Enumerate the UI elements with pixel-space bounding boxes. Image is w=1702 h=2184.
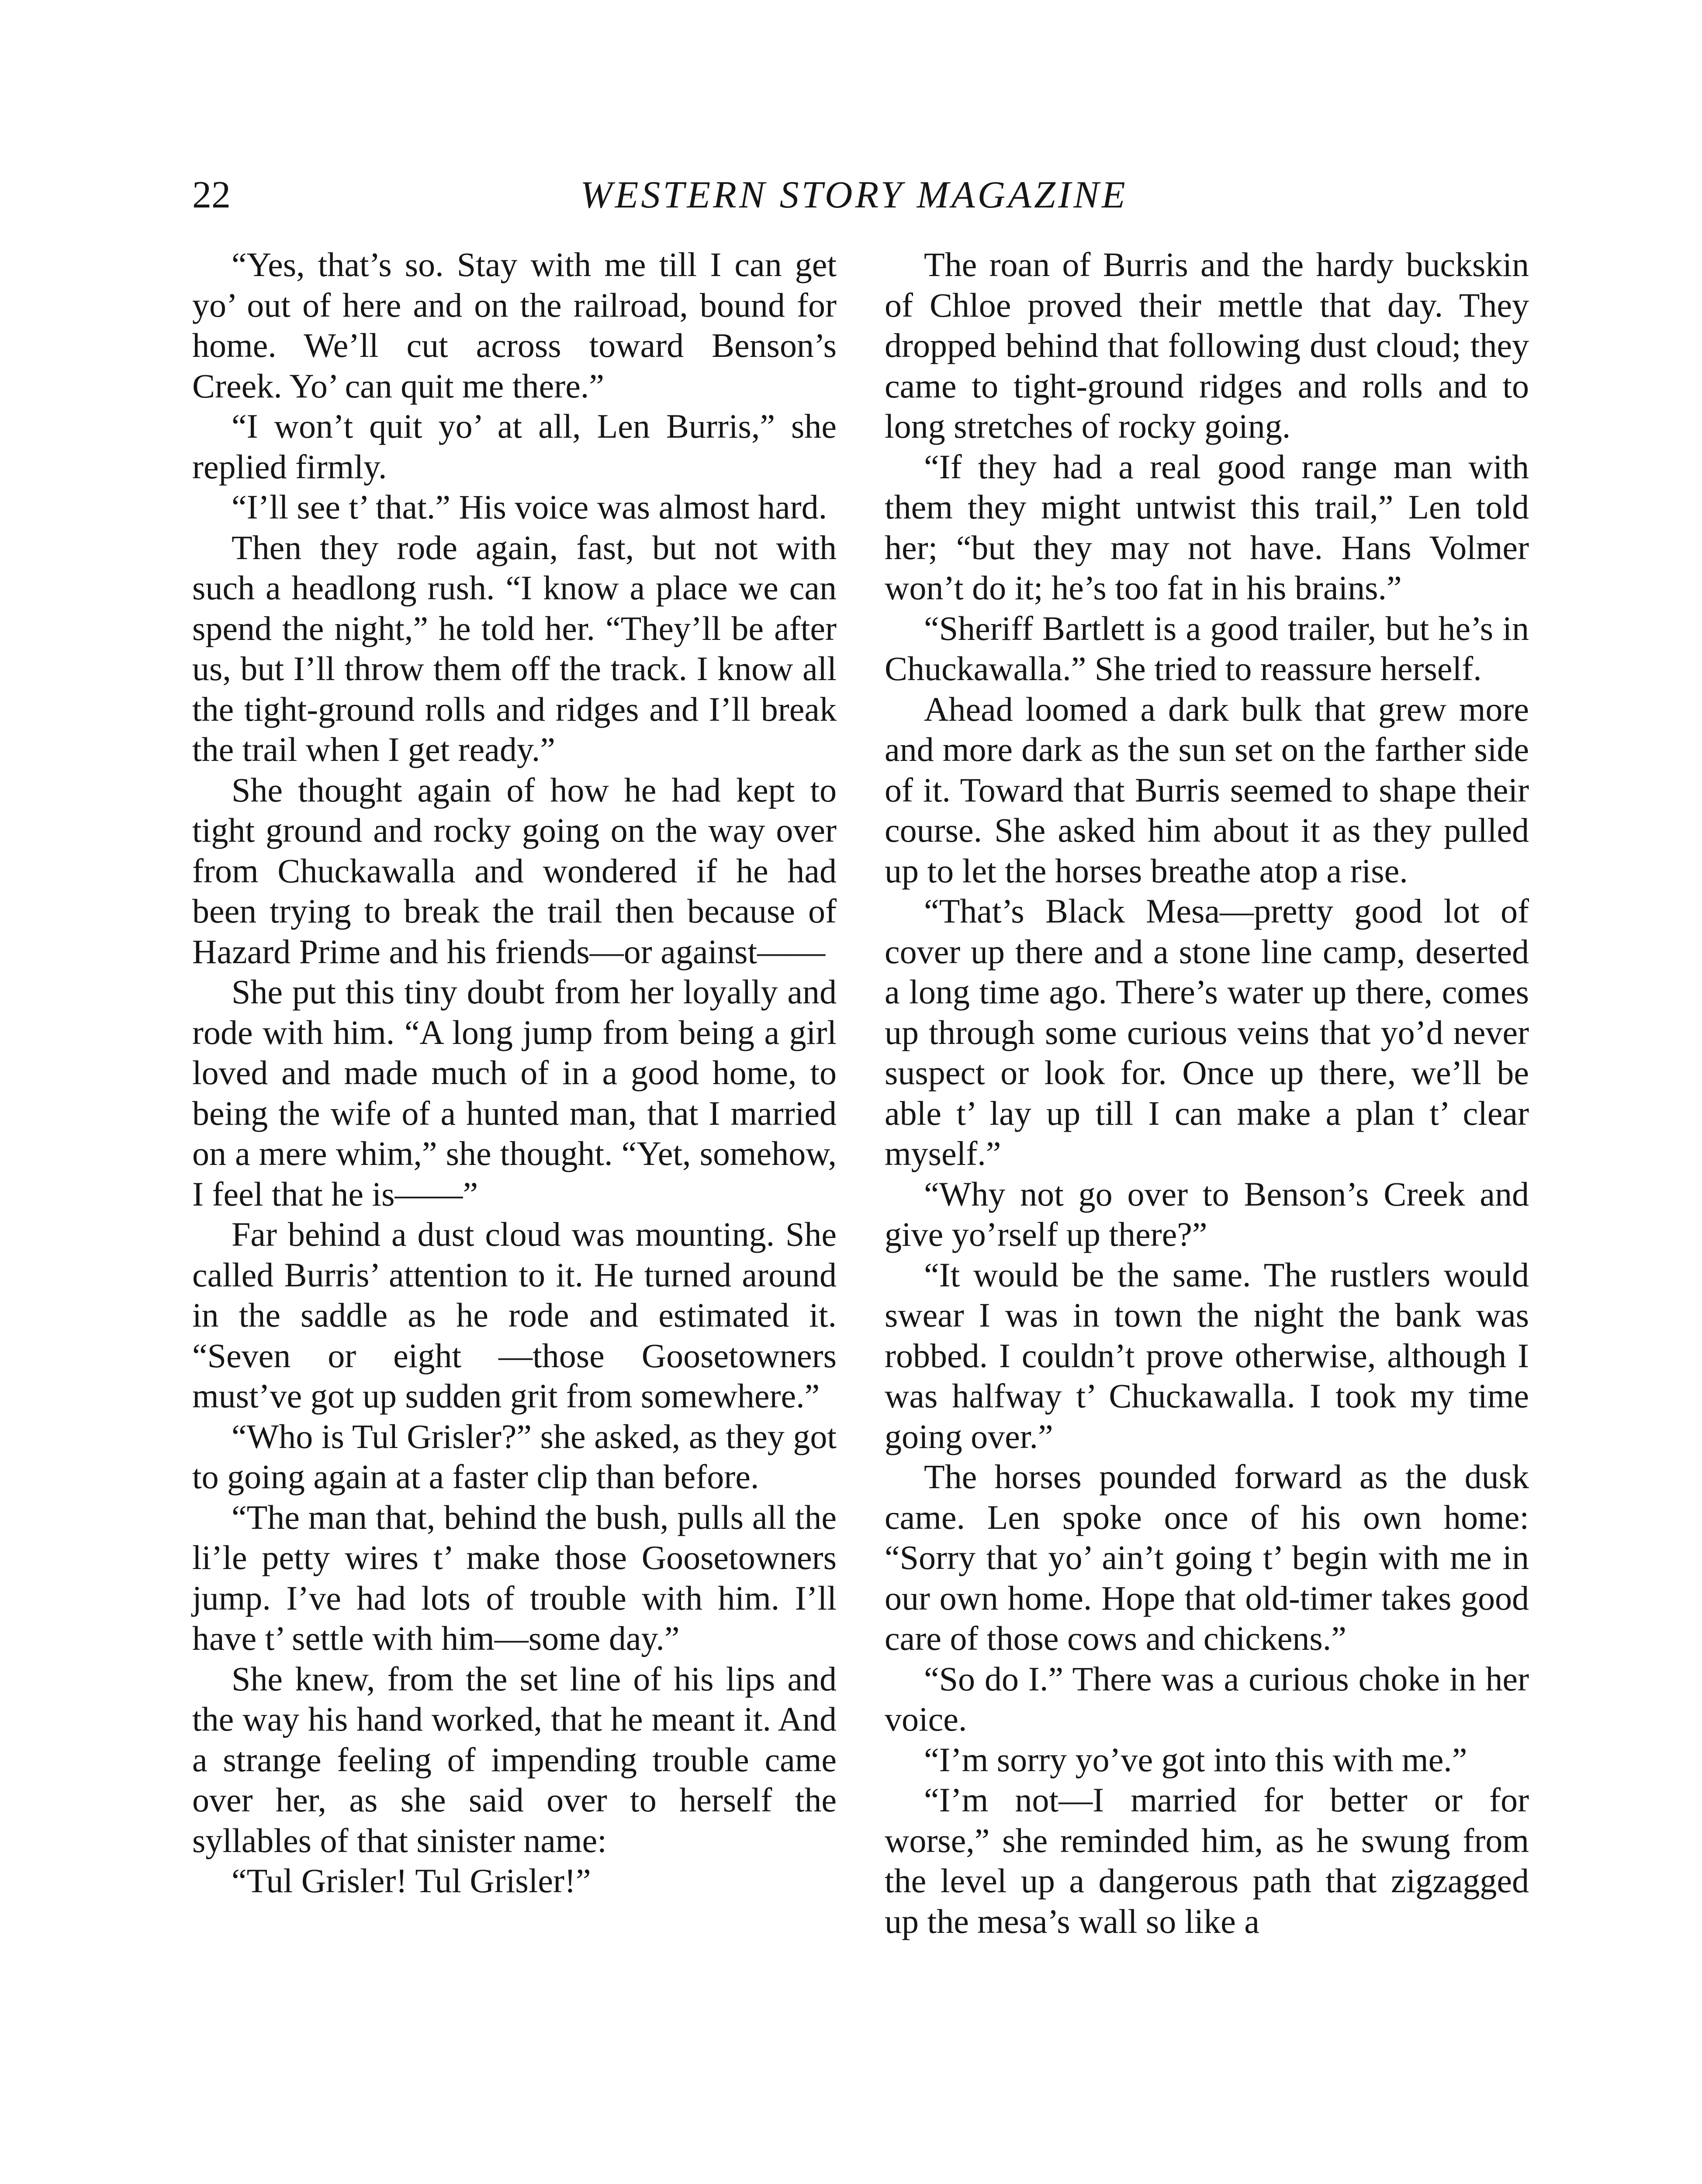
paragraph: The roan of Burris and the hardy buckskin of Chloe proved their mettle that day. They dropped behind that following dust cloud; they came to tight-ground ridges and rolls and to long stretches of rocky going. (885, 245, 1529, 445)
paragraph: Far behind a dust cloud was mounting. She called Burris’ attention to it. He turned around in the saddle as he rode and estimated it. “Seven or eight —those Goosetowners must’ve got up sudden grit from somewhere.” (192, 1215, 837, 1415)
paragraph: “I’m sorry yo’ve got into this with me.” (924, 1740, 1467, 1779)
paragraph: The horses pounded forward as the dusk came. Len spoke once of his own home: “Sorry that yo’ ain’t going t’ begin with me in our own home. Hope that old-timer takes good care of those cows and chickens.” (885, 1458, 1529, 1657)
paragraph: “I’m not—I married for better or for worse,” she reminded him, as he swung from the level up a dangerous path that zigzagged up the mesa’s wall so like a (885, 1781, 1529, 1940)
page-number: 22 (192, 174, 231, 216)
page-header (192, 171, 1516, 228)
paragraph: She thought again of how he had kept to tight ground and rocky going on the way over from Chuckawalla and wondered if he had been trying to break the trail then because of Hazard Prime and his friends—or against—— (192, 771, 837, 971)
paragraph: She knew, from the set line of his lips and the way his hand worked, that he meant it. And a strange feeling of impending trouble came over her, as she said over to herself the syllables of that sinister name: (192, 1659, 837, 1859)
paragraph: “Who is Tul Grisler?” she asked, as they got to going again at a faster clip than before. (192, 1417, 837, 1496)
paragraph: “Sheriff Bartlett is a good trailer, but he’s in Chuckawalla.” She tried to reassure herself. (885, 609, 1529, 688)
running-title: WESTERN STORY MAGAZINE (580, 174, 1128, 216)
paragraph: “It would be the same. The rustlers would swear I was in town the night the bank was robbed. I couldn’t prove otherwise, although I was halfway t’ Chuckawalla. I took my time going over.” (885, 1255, 1529, 1455)
paragraph: Then they rode again, fast, but not with such a headlong rush. “I know a place we can spend the night,” he told her. “They’ll be after us, but I’ll throw them off the track. I know all the tight-ground rolls and ridges and I’ll break the trail when I get ready.” (192, 528, 837, 768)
paragraph: “That’s Black Mesa—pretty good lot of cover up there and a stone line camp, deserted a long time ago. There’s water up there, comes up through some curious veins that yo’d never suspect or look for. Once up there, we’ll be able t’ lay up till I can make a plan t’ clear myself.” (885, 892, 1529, 1172)
paragraph: “I’ll see t’ that.” His voice was almost hard. (232, 488, 827, 526)
right-column (885, 245, 1529, 1942)
paragraph: “Yes, that’s so. Stay with me till I can get yo’ out of here and on the railroad, bound for home. We’ll cut across toward Benson’s Creek. Yo’ can quit me there.” (192, 245, 837, 405)
paragraph: “So do I.” There was a curious choke in her voice. (885, 1659, 1529, 1738)
paragraph: She put this tiny doubt from her loyally and rode with him. “A long jump from being a girl loved and made much of in a good home, to being the wife of a hunted man, that I married on a mere whim,” she thought. “Yet, somehow, I feel that he is——” (192, 973, 837, 1213)
paragraph: “Tul Grisler! Tul Grisler!” (232, 1862, 591, 1900)
paragraph: “The man that, behind the bush, pulls all the li’le petty wires t’ make those Goosetowners jump. I’ve had lots of trouble with him. I’ll have t’ settle with him—some day.” (192, 1498, 837, 1657)
left-column (192, 245, 837, 1901)
paragraph: Ahead loomed a dark bulk that grew more and more dark as the sun set on the farther side of it. Toward that Burris seemed to shape their course. She asked him about it as they pulled up to let the horses breathe atop a rise. (885, 690, 1529, 890)
paragraph: “If they had a real good range man with them they might untwist this trail,” Len told her; “but they may not have. Hans Volmer won’t do it; he’s too fat in his brains.” (885, 447, 1529, 607)
paragraph: “Why not go over to Benson’s Creek and give yo’rself up there?” (885, 1175, 1529, 1253)
paragraph: “I won’t quit yo’ at all, Len Burris,” she replied firmly. (192, 407, 837, 486)
